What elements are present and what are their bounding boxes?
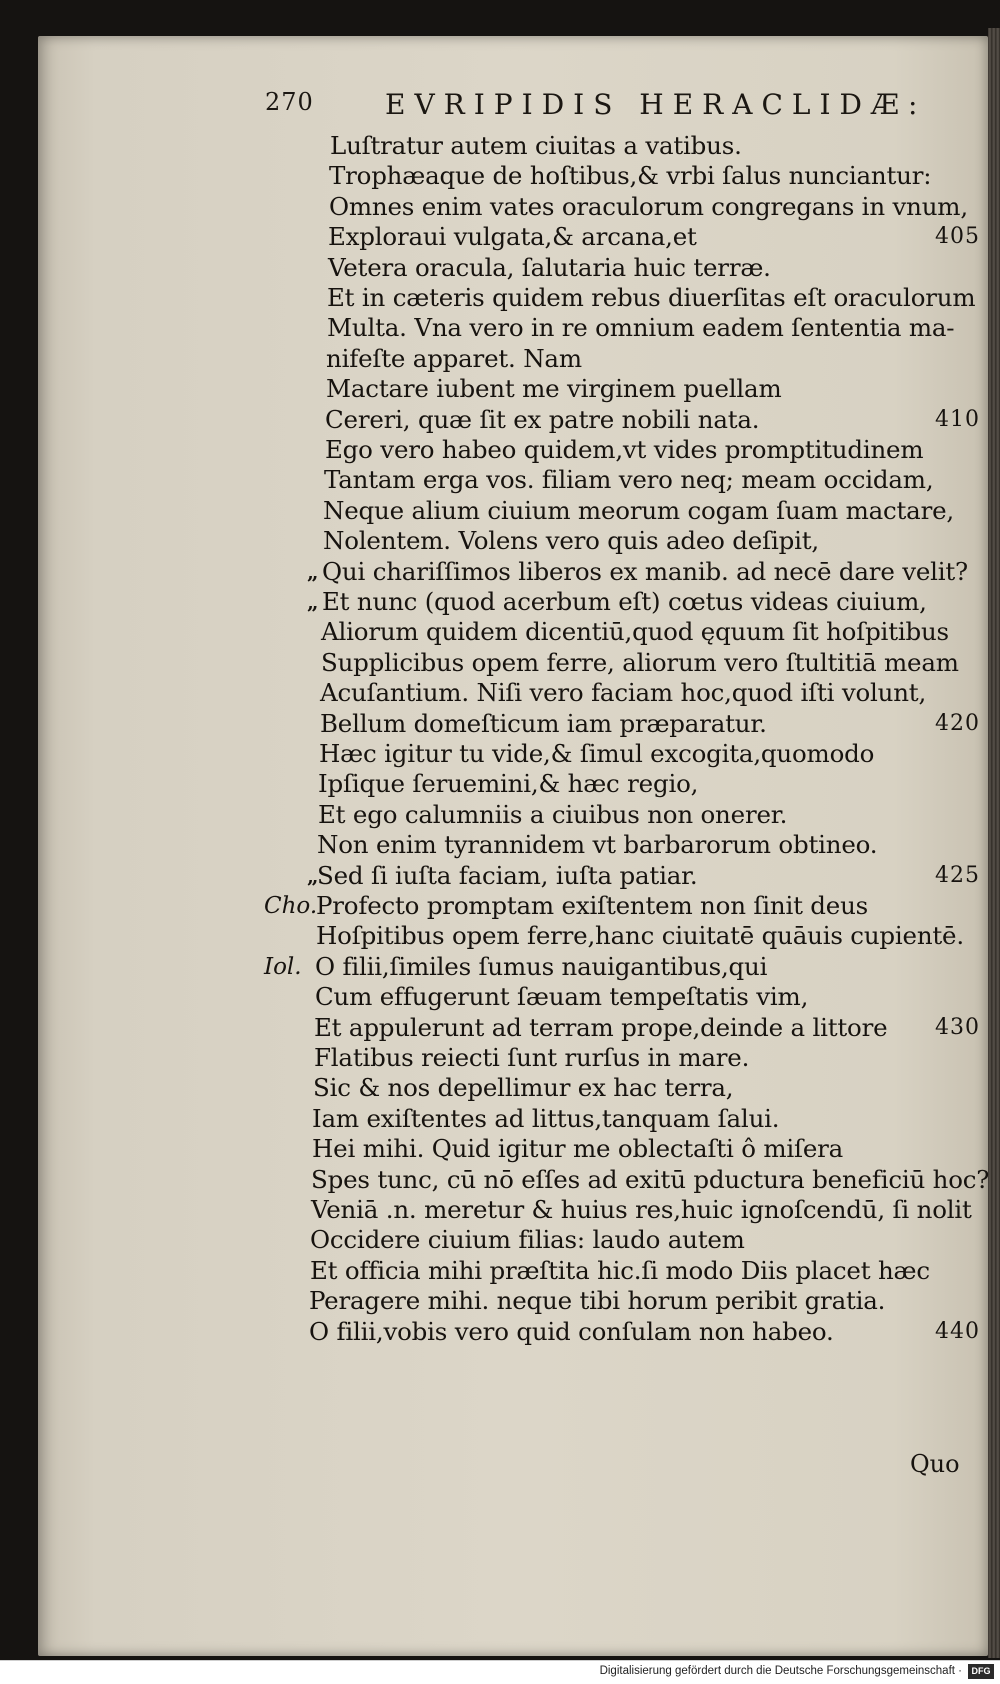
verse-line xyxy=(0,221,1000,253)
verse-text: Hoſpitibus opem ferre,hanc ciuitatē quāuis cupientē. xyxy=(316,921,964,951)
verse-line xyxy=(0,373,1000,405)
verse-line xyxy=(0,312,1000,344)
verse-text: Multa. Vna vero in re omnium eadem ſententia ma- xyxy=(327,313,955,343)
verse-text: Hei mihi. Quid igitur me oblectaſti ô miſera xyxy=(312,1134,844,1164)
verse-text: Flatibus reiecti ſunt rurſus in mare. xyxy=(314,1043,750,1072)
verse-line xyxy=(0,616,1000,648)
dfg-logo: DFG xyxy=(968,1664,994,1679)
verse-text: nifeſte apparet. Nam xyxy=(326,343,582,373)
verse-text: Et appulerunt ad terram prope,deinde a littore xyxy=(314,1012,888,1042)
verse-line xyxy=(0,890,1000,922)
verse-text: Sic & nos depellimur ex hac terra, xyxy=(313,1073,734,1103)
verse-text: Omnes enim vates oraculorum congregans in vnum, xyxy=(329,191,968,221)
verse-line xyxy=(0,160,1000,192)
funding-notice: Digitalisierung gefördert durch die Deutsche Forschungsgemeinschaft · xyxy=(599,1665,962,1677)
verse-line xyxy=(0,252,1000,284)
verse-text: Nolentem. Volens vero quis adeo deſipit, xyxy=(323,526,819,556)
line-number: 405 xyxy=(935,224,980,250)
verse-line xyxy=(0,1164,1000,1196)
verse-line xyxy=(0,951,1000,983)
verse-line xyxy=(0,1133,1000,1165)
verse-line xyxy=(0,708,1000,740)
verse-text: Sed ſi iuſta faciam, iuſta patiar. xyxy=(317,860,698,890)
speaker-label: Iol. xyxy=(264,953,302,980)
verse-text: Profecto promptam exiſtentem non ſinit deus xyxy=(316,891,869,920)
verse-line xyxy=(0,738,1000,770)
verse-line xyxy=(0,920,1000,952)
verse-line xyxy=(0,647,1000,679)
verse-text: Hæc igitur tu vide,& ſimul excogita,quomodo xyxy=(319,739,875,768)
verse-text: Iam exiſtentes ad littus,tanquam ſalui. xyxy=(312,1103,780,1133)
verse-text: O filii,ſimiles ſumus nauigantibus,qui xyxy=(315,951,768,981)
verse-line xyxy=(0,677,1000,709)
verse-text: Et officia mihi præſtita hic.ſi modo Diis placet hæc xyxy=(310,1255,930,1285)
verse-line xyxy=(0,799,1000,831)
verse-line xyxy=(0,1255,1000,1287)
running-head xyxy=(265,88,965,128)
verse-line xyxy=(0,1012,1000,1044)
verse-line xyxy=(0,1072,1000,1104)
verse-text: Veniā .n. meretur & huius res,huic ignoſcendū, ſi nolit xyxy=(311,1195,972,1224)
verse-line xyxy=(0,1316,1000,1348)
verse-line xyxy=(0,1285,1000,1317)
verse-line xyxy=(0,434,1000,466)
verse-text: Et ego calumniis a ciuibus non onerer. xyxy=(318,799,788,829)
verse-text: O filii,vobis vero quid conſulam non habeo. xyxy=(309,1316,834,1346)
verse-text: Aliorum quidem dicentiū,quod ęquum ſit hoſpitibus xyxy=(321,617,949,647)
line-number: 430 xyxy=(935,1014,980,1040)
verse-text: Ipſique ſeruemini,& hæc regio, xyxy=(318,769,699,799)
verse-text: Supplicibus opem ferre, aliorum vero ſtultitiā meam xyxy=(321,647,959,677)
verse-text: Et nunc (quod acerbum eſt) cœtus videas ciuium, xyxy=(322,587,927,616)
verse-line xyxy=(0,829,1000,861)
verse-line xyxy=(0,1103,1000,1135)
verse-line xyxy=(0,981,1000,1013)
verse-text: Non enim tyrannidem vt barbarorum obtineo. xyxy=(317,830,878,860)
verse-text: Vetera oracula, ſalutaria huic terræ. xyxy=(328,252,771,282)
line-number: 425 xyxy=(935,862,980,888)
verse-text: Mactare iubent me virginem puellam xyxy=(326,374,782,404)
verse-line xyxy=(0,495,1000,527)
verse-text: Occidere ciuium filias: laudo autem xyxy=(310,1225,745,1255)
verse-line xyxy=(0,404,1000,436)
sententia-marker: „ xyxy=(307,863,319,888)
verse-line xyxy=(0,1224,1000,1256)
footer-bar xyxy=(0,1660,1000,1684)
verse-text: Et in cæteris quidem rebus diuerſitas eſt oraculorum xyxy=(327,283,976,312)
sententia-marker: „ xyxy=(307,559,319,584)
verse-text: Acuſantium. Niſi vero faciam hoc,quod iſti volunt, xyxy=(320,678,927,708)
verse-line xyxy=(0,191,1000,223)
page-number: 270 xyxy=(265,88,314,116)
verse-line xyxy=(0,586,1000,618)
verse-text: Tantam erga vos. filiam vero neq; meam occidam, xyxy=(324,465,934,495)
verse-line xyxy=(0,1042,1000,1074)
verse-line xyxy=(0,464,1000,496)
sententia-marker: „ xyxy=(307,590,319,614)
verse-text: Cum effugerunt ſæuam tempeſtatis vim, xyxy=(315,982,809,1012)
verse-text: Luſtratur autem ciuitas a vatibus. xyxy=(330,131,742,160)
verse-text: Qui chariſſimos liberos ex manib. ad necē dare velit? xyxy=(322,556,968,586)
verse-text: Cereri, quæ ſit ex patre nobili nata. xyxy=(325,404,760,434)
line-number: 420 xyxy=(935,710,980,736)
verse-line xyxy=(0,860,1000,892)
catchword: Quo xyxy=(910,1450,960,1478)
speaker-label: Cho. xyxy=(264,893,318,919)
line-number: 410 xyxy=(935,406,980,432)
verse-text: Ego vero habeo quidem,vt vides promptitudinem xyxy=(325,435,924,464)
verse-line xyxy=(0,282,1000,314)
verse-text: Spes tunc, cū nō eſſes ad exitū pductura beneficiū hoc? xyxy=(311,1164,990,1194)
page-title: EVRIPIDIS HERACLIDÆ: xyxy=(385,88,927,121)
verse-text: Bellum domeſticum iam præparatur. xyxy=(320,708,767,738)
line-number: 440 xyxy=(935,1318,980,1344)
verse-line xyxy=(0,556,1000,588)
verse-text: Exploraui vulgata,& arcana,et xyxy=(328,222,697,252)
verse-text: Trophæaque de hoſtibus,& vrbi ſalus nunciantur: xyxy=(329,161,932,191)
verse-text: Neque alium ciuium meorum cogam ſuam mactare, xyxy=(323,495,954,525)
verse-line xyxy=(0,343,1000,375)
verse-text: Peragere mihi. neque tibi horum peribit gratia. xyxy=(309,1286,886,1316)
verse-line xyxy=(0,768,1000,800)
verse-line xyxy=(0,525,1000,557)
verse-line xyxy=(0,130,1000,162)
verse-line xyxy=(0,1194,1000,1226)
